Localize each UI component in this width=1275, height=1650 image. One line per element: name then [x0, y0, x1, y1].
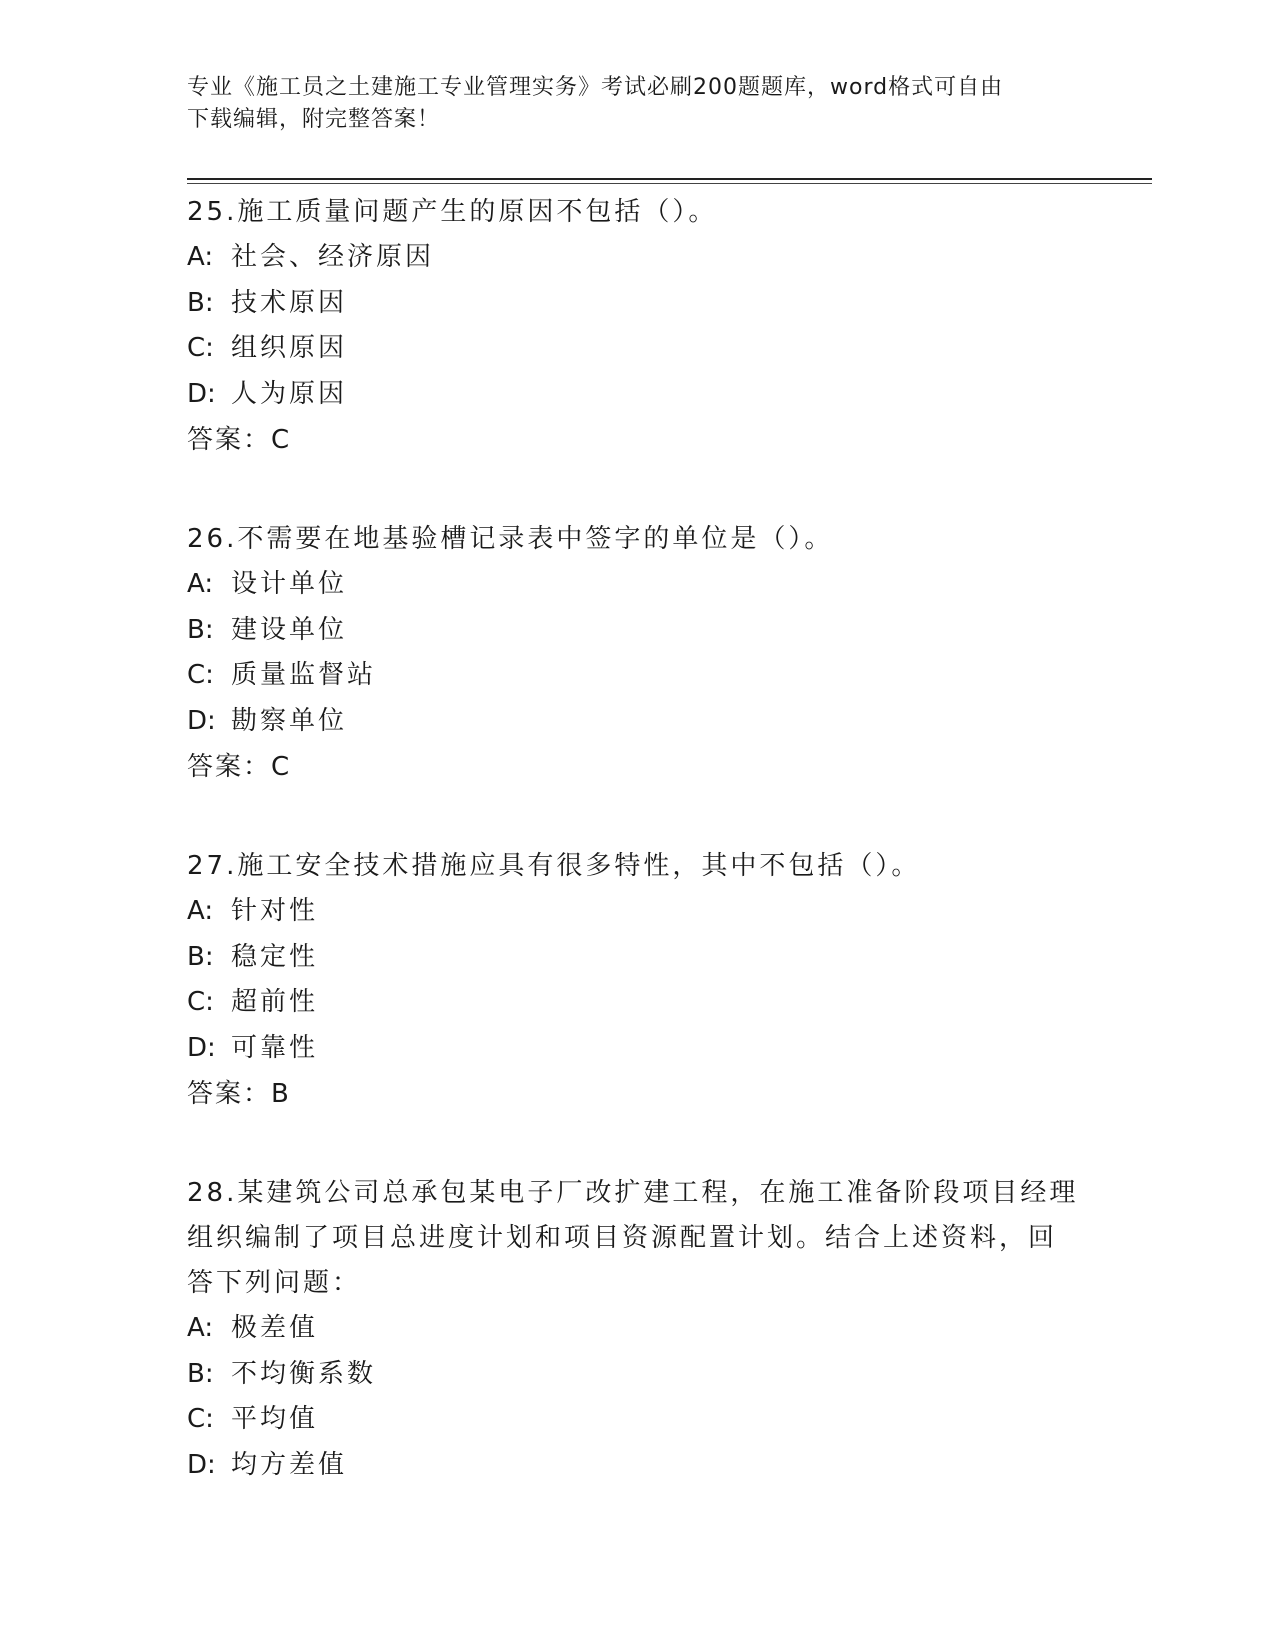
question-stem: 27.施工安全技术措施应具有很多特性，其中不包括（）。 — [187, 851, 921, 881]
option-letter: A: — [187, 1313, 214, 1343]
option-letter: C: — [187, 1404, 214, 1434]
option-text: 不均衡系数 — [231, 1358, 377, 1389]
option-b — [187, 281, 1087, 327]
option-letter: D: — [187, 705, 216, 736]
option-a — [187, 1306, 1087, 1352]
option-b — [187, 935, 1087, 981]
answer-line: 答案：B — [187, 1079, 291, 1109]
option-text: 组织原因 — [231, 333, 348, 363]
option-c — [187, 1397, 1087, 1443]
option-letter: C: — [187, 987, 214, 1017]
option-letter: B: — [187, 1358, 214, 1389]
option-text: 稳定性 — [231, 941, 319, 972]
option-text: 设计单位 — [231, 569, 348, 599]
question-28 — [187, 1171, 1087, 1488]
question-list — [187, 190, 1087, 1542]
header-line-2: 下载编辑，附完整答案！ — [187, 107, 441, 132]
option-text: 质量监督站 — [231, 660, 377, 690]
option-text: 均方差值 — [231, 1449, 348, 1480]
option-c — [187, 980, 1087, 1026]
option-letter: D: — [187, 1449, 216, 1480]
option-text: 技术原因 — [231, 287, 348, 318]
option-c — [187, 653, 1087, 699]
option-text: 平均值 — [231, 1404, 319, 1434]
document-header — [187, 72, 1067, 136]
option-letter: C: — [187, 333, 214, 363]
option-text: 社会、经济原因 — [231, 242, 435, 272]
option-b — [187, 608, 1087, 654]
option-letter: D: — [187, 378, 216, 409]
question-stem: 26.不需要在地基验槽记录表中签字的单位是（）。 — [187, 524, 834, 554]
option-text: 勘察单位 — [231, 705, 348, 736]
question-stem-line-1: 28.某建筑公司总承包某电子厂改扩建工程，在施工准备阶段项目经理 — [187, 1178, 1079, 1208]
question-26 — [187, 517, 1087, 790]
question-stem: 25.施工质量问题产生的原因不包括（）。 — [187, 197, 718, 227]
option-letter: B: — [187, 287, 214, 318]
option-text: 人为原因 — [231, 378, 348, 409]
option-text: 针对性 — [231, 896, 319, 926]
question-stem-line-2: 组织编制了项目总进度计划和项目资源配置计划。结合上述资料，回 — [187, 1223, 1058, 1253]
question-27 — [187, 844, 1087, 1117]
answer-line: 答案：C — [187, 425, 292, 455]
option-d — [187, 699, 1087, 745]
option-d — [187, 1026, 1087, 1072]
option-letter: B: — [187, 941, 214, 972]
option-text: 极差值 — [231, 1313, 319, 1343]
question-25 — [187, 190, 1087, 463]
option-text: 超前性 — [231, 987, 319, 1017]
option-c — [187, 326, 1087, 372]
option-letter: B: — [187, 614, 214, 645]
header-divider-thin — [187, 183, 1152, 184]
option-letter: A: — [187, 569, 214, 599]
option-text: 可靠性 — [231, 1032, 319, 1063]
option-letter: C: — [187, 660, 214, 690]
header-line-1: 专业《施工员之土建施工专业管理实务》考试必刷200题题库，word格式可自由 — [187, 75, 1004, 100]
question-stem-line-3: 答下列问题： — [187, 1268, 362, 1298]
option-d — [187, 1443, 1087, 1489]
option-a — [187, 235, 1087, 281]
option-letter: D: — [187, 1032, 216, 1063]
header-divider-thick — [187, 178, 1152, 180]
option-a — [187, 562, 1087, 608]
option-letter: A: — [187, 242, 214, 272]
option-text: 建设单位 — [231, 614, 348, 645]
option-b — [187, 1352, 1087, 1398]
option-a — [187, 889, 1087, 935]
answer-line: 答案：C — [187, 752, 292, 782]
option-letter: A: — [187, 896, 214, 926]
option-d — [187, 372, 1087, 418]
